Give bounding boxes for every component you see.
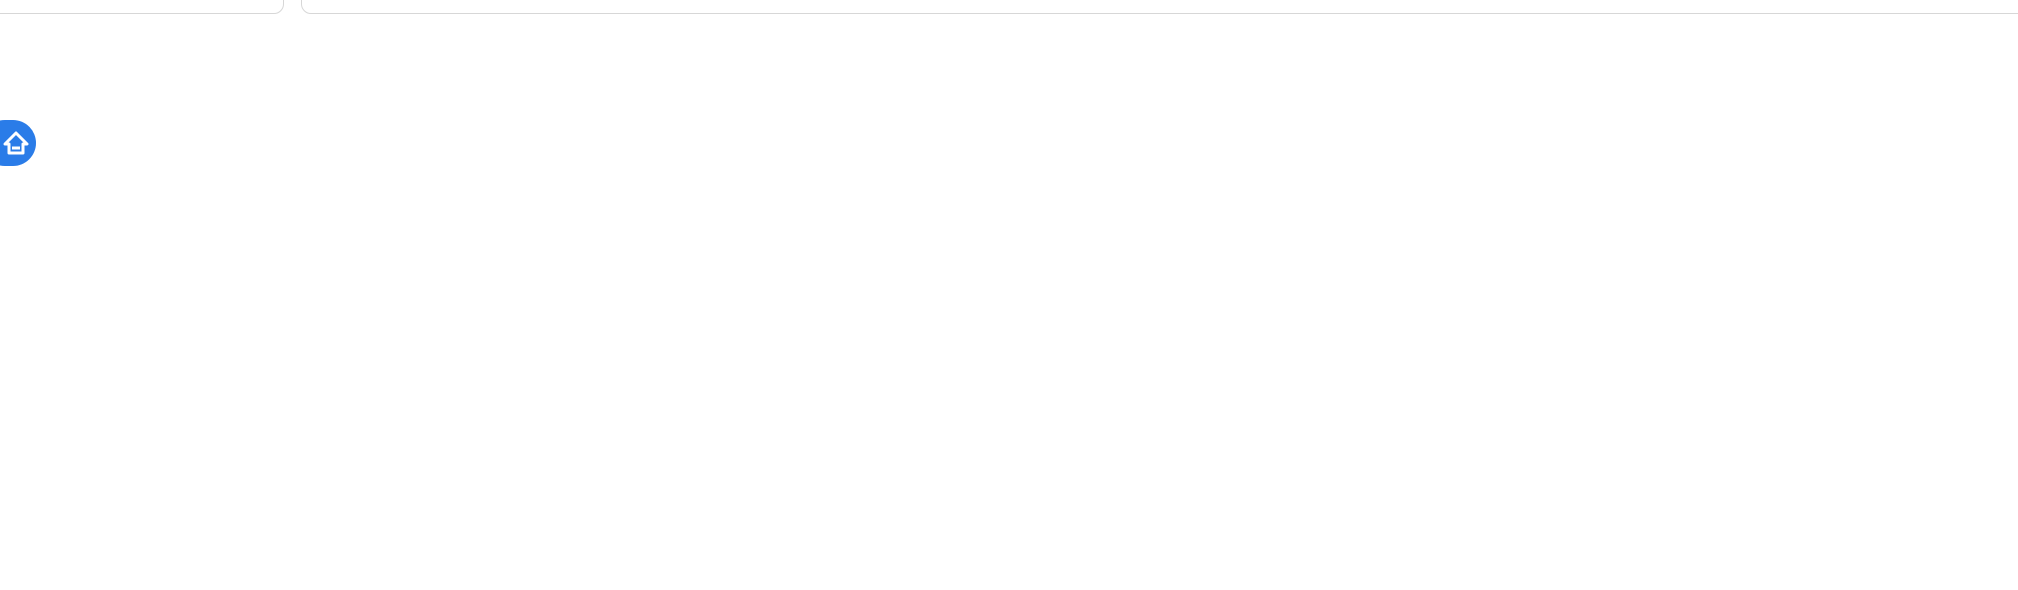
name-box[interactable] [0,0,284,14]
floating-home-button[interactable] [0,120,36,166]
formula-bar[interactable] [301,0,2018,14]
home-icon [2,129,30,157]
toolbar-strip [0,0,2018,28]
